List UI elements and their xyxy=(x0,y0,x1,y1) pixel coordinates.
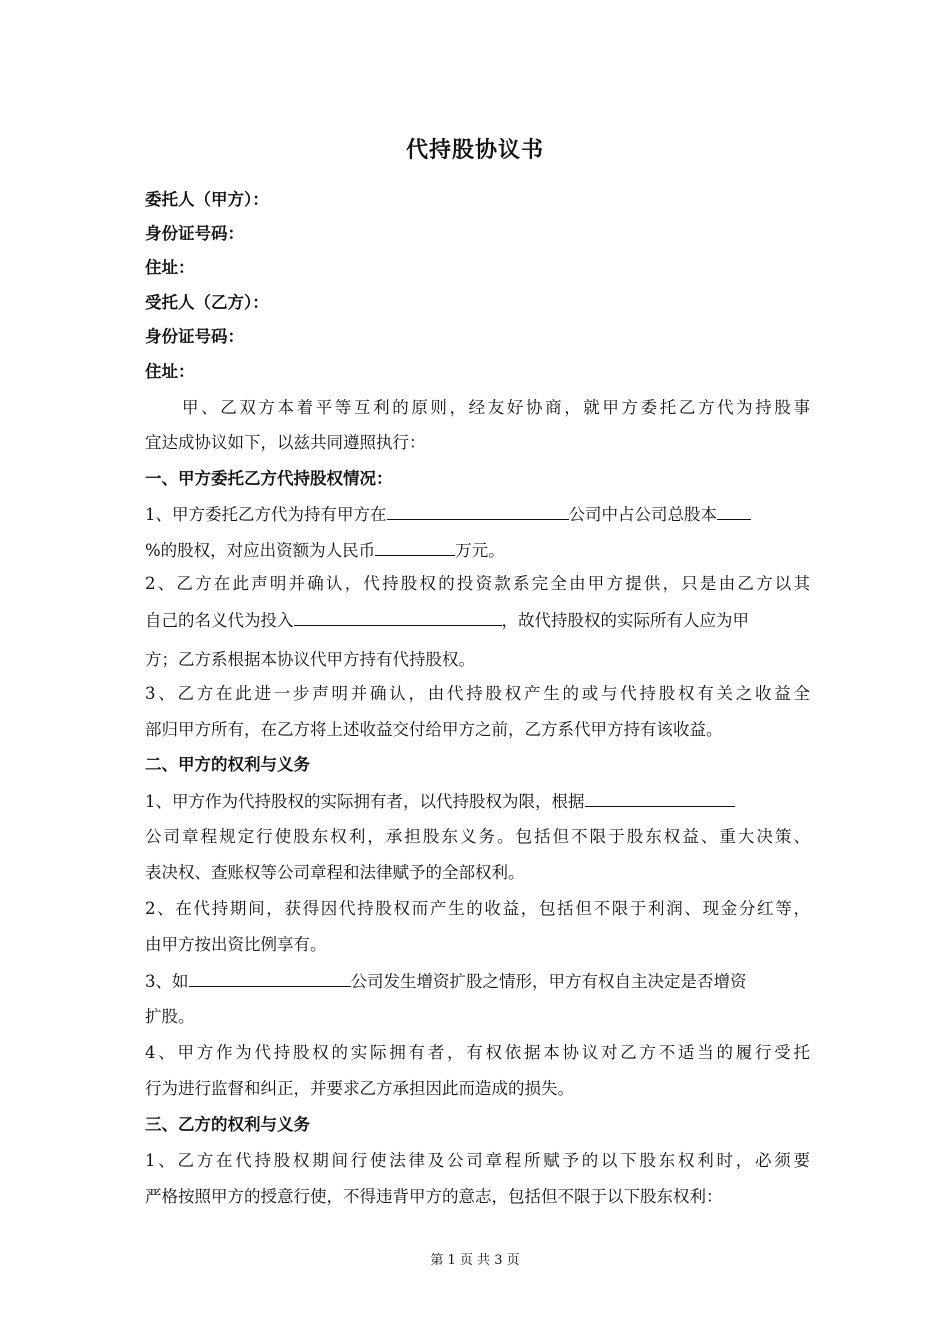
party-b-name-label: 受托人（乙方）： xyxy=(145,293,269,312)
sec1-clause-3-line-1: 3、乙方在此进一步声明并确认，由代持股权产生的或与代持股权有关之收益全 xyxy=(145,684,810,703)
party-a-name-label: 委托人（甲方）： xyxy=(145,190,269,209)
page-number-footer: 第 1 页 共 3 页 xyxy=(430,1253,520,1268)
sec1-clause-2-line-3: 方；乙方系根据本协议代甲方持有代持股权。 xyxy=(145,650,475,669)
sec2-c3-text-a: 3、如 xyxy=(145,972,189,991)
sec1-clause-1-line-2 xyxy=(145,539,810,562)
capital-amount-blank xyxy=(375,539,455,556)
sec2-clause-1-line-1 xyxy=(145,790,810,813)
sec2-c3-text-b: 公司发生增资扩股之情形，甲方有权自主决定是否增资 xyxy=(350,972,747,991)
sec2-c1-text-a: 1、甲方作为代持股权的实际拥有者，以代持股权为限，根据 xyxy=(145,792,585,811)
company-name-blank xyxy=(387,503,569,520)
section-2-heading: 二、甲方的权利与义务 xyxy=(145,755,310,774)
sec1-clause-3-line-2: 部归甲方所有，在乙方将上述收益交付给甲方之前，乙方系代甲方持有该收益。 xyxy=(145,720,723,739)
invest-target-blank xyxy=(294,609,502,626)
section-1-heading: 一、甲方委托乙方代持股权情况： xyxy=(145,469,393,488)
party-b-id-label: 身份证号码： xyxy=(145,327,244,346)
sec1-clause-2-line-1: 2、乙方在此声明并确认，代持股权的投资款系完全由甲方提供，只是由乙方以其 xyxy=(145,574,810,593)
sec1-c1-text-c: %的股权，对应出资额为人民币 xyxy=(145,541,376,560)
sec1-clause-2-line-2 xyxy=(145,609,810,632)
sec1-clause-1-line-1 xyxy=(145,503,810,526)
party-a-id-label: 身份证号码： xyxy=(145,224,244,243)
intro-line-2: 宜达成协议如下，以兹共同遵照执行： xyxy=(145,433,426,452)
share-percent-blank xyxy=(717,503,751,520)
sec2-clause-3-line-1 xyxy=(145,970,810,993)
sec2-clause-2-line-1: 2、在代持期间，获得因代持股权而产生的收益，包括但不限于利润、现金分红等， xyxy=(145,899,810,918)
sec2-clause-4-line-2: 行为进行监督和纠正，并要求乙方承担因此而造成的损失。 xyxy=(145,1079,574,1098)
sec3-clause-1-line-1: 1、乙方在代持股权期间行使法律及公司章程所赋予的以下股东权利时，必须要 xyxy=(145,1151,810,1170)
sec2-clause-1-line-3: 表决权、查账权等公司章程和法律赋予的全部权利。 xyxy=(145,863,525,882)
party-b-address-label: 住址： xyxy=(145,362,195,381)
sec1-c2-text-c: ，故代持股权的实际所有人应为甲 xyxy=(501,611,749,630)
intro-line-1: 甲、乙双方本着平等互利的原则，经友好协商，就甲方委托乙方代为持股事 xyxy=(182,398,810,417)
party-a-address-label: 住址： xyxy=(145,258,195,277)
sec1-c1-text-b: 公司中占公司总股本 xyxy=(568,505,717,524)
section-3-heading: 三、乙方的权利与义务 xyxy=(145,1115,310,1134)
sec1-c2-text-b: 自己的名义代为投入 xyxy=(145,611,294,630)
sec2-clause-3-line-2: 扩股。 xyxy=(145,1007,195,1026)
capital-increase-company-blank xyxy=(189,970,351,987)
document-title: 代持股协议书 xyxy=(405,138,544,163)
sec3-clause-1-line-2: 严格按照甲方的授意行使，不得违背甲方的意志，包括但不限于以下股东权利： xyxy=(145,1187,723,1206)
sec1-c1-text-a: 1、甲方委托乙方代为持有甲方在 xyxy=(145,505,387,524)
sec2-clause-1-line-2: 公司章程规定行使股东权利，承担股东义务。包括但不限于股东权益、重大决策、 xyxy=(145,827,810,846)
sec1-c1-text-d: 万元。 xyxy=(455,541,505,560)
sec2-clause-4-line-1: 4、甲方作为代持股权的实际拥有者，有权依据本协议对乙方不适当的履行受托 xyxy=(145,1043,810,1062)
sec2-clause-2-line-2: 由甲方按出资比例享有。 xyxy=(145,935,327,954)
articles-company-blank xyxy=(585,790,735,807)
